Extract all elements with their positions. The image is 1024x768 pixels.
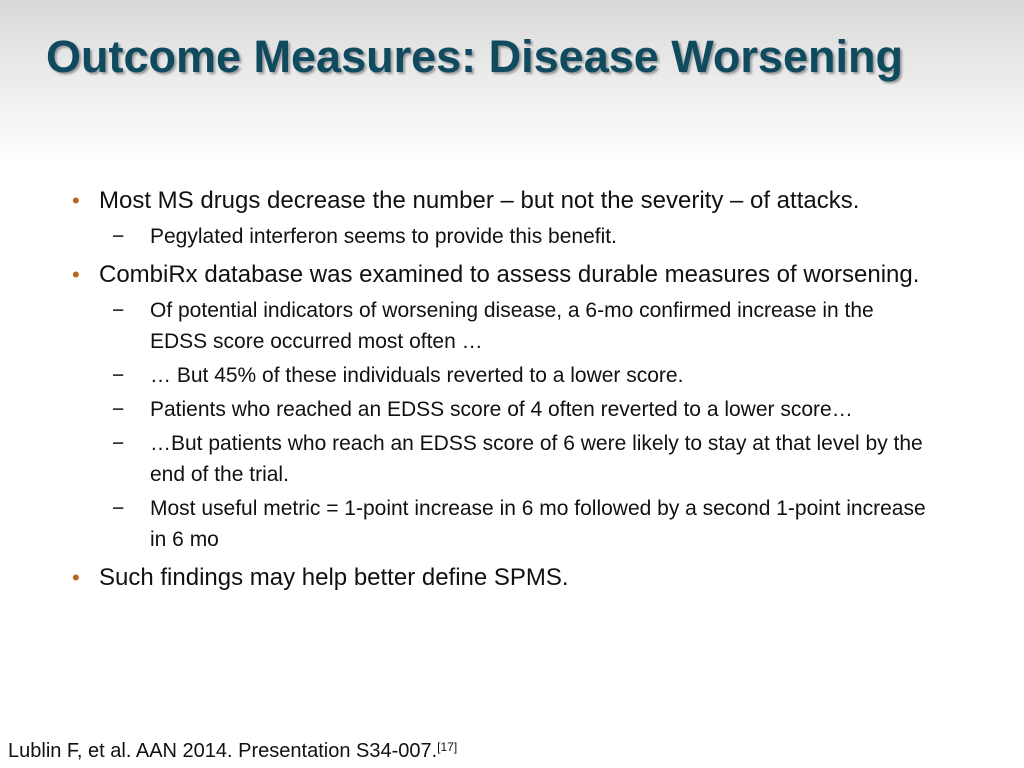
- sub-bullet-item: [66, 221, 926, 252]
- sub-bullet-text: Most useful metric = 1-point increase in 6 mo followed by a second 1-point increase in 6 mo: [150, 497, 926, 551]
- dash-marker: −: [112, 225, 125, 248]
- sub-bullet-text: Pegylated interferon seems to provide this benefit.: [150, 225, 617, 248]
- dash-marker: −: [112, 497, 125, 520]
- bullet-item: [66, 258, 926, 292]
- bullet-marker: •: [72, 188, 80, 213]
- bullet-list: [66, 184, 926, 595]
- sub-bullet-item: [66, 295, 926, 357]
- sub-bullet-item: [66, 394, 926, 425]
- sub-bullet-text: Patients who reached an EDSS score of 4 often reverted to a lower score…: [150, 398, 853, 421]
- bullet-text: Such findings may help better define SPMS.: [99, 564, 569, 591]
- dash-marker: −: [112, 364, 125, 387]
- dash-marker: −: [112, 432, 125, 455]
- bullet-text: CombiRx database was examined to assess durable measures of worsening.: [99, 261, 920, 288]
- citation-reference: [17]: [437, 740, 458, 754]
- sub-bullet-item: [66, 360, 926, 391]
- citation: [8, 738, 457, 764]
- bullet-item: [66, 184, 926, 218]
- dash-marker: −: [112, 299, 125, 322]
- sub-bullet-item: [66, 493, 926, 555]
- bullet-text: Most MS drugs decrease the number – but not the severity – of attacks.: [99, 187, 860, 214]
- bullet-marker: •: [72, 262, 80, 287]
- bullet-marker: •: [72, 565, 80, 590]
- sub-bullet-text: … But 45% of these individuals reverted to a lower score.: [150, 364, 684, 387]
- sub-bullet-text: …But patients who reach an EDSS score of 6 were likely to stay at that level by the end of the trial.: [150, 432, 923, 486]
- slide-title: Outcome Measures: Disease Worsening: [46, 31, 903, 82]
- dash-marker: −: [112, 398, 125, 421]
- bullet-item: [66, 561, 926, 595]
- sub-bullet-text: Of potential indicators of worsening disease, a 6-mo confirmed increase in the EDSS score occurred most often …: [150, 299, 874, 353]
- sub-bullet-item: [66, 428, 926, 490]
- citation-text: Lublin F, et al. AAN 2014. Presentation S34-007.: [8, 740, 438, 762]
